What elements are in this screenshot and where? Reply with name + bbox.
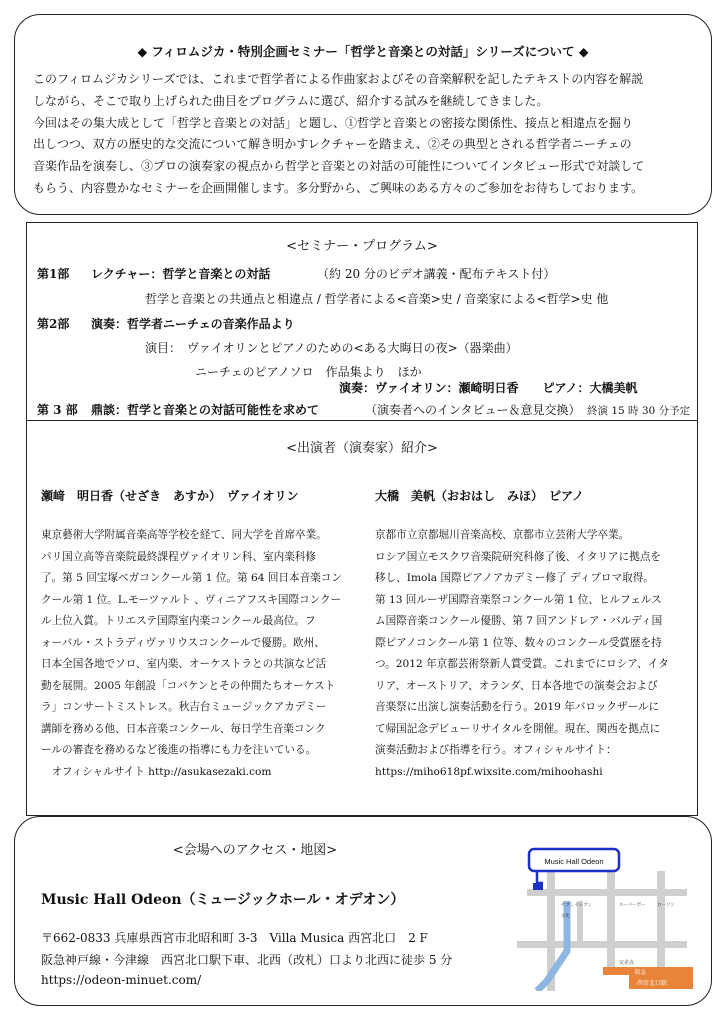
intro-line: しながら、そこで取り上げられた曲目をプログラムに選び、紹介する試みを継続してきました。: [33, 93, 549, 108]
intro-line: 出しつつ、双方の歴史的な交流について解き明かすレクチャーを踏まえ、②その典型とされる哲学者ニーチェの: [33, 137, 632, 152]
venue-url[interactable]: https://odeon-minuet.com/: [41, 973, 202, 987]
part2-detail-2: ニーチェのピアノソロ 作品集より ほか: [195, 365, 422, 379]
part3-label: 第 3 部: [37, 403, 78, 417]
intro-line: このフィロムジカシリーズでは、これまで哲学者による作曲家およびその音楽解釈を記したテキストの内容を解説: [33, 72, 644, 86]
bio-line: 日本全国各地でソロ、室内楽、オーケストラとの共演など活: [41, 658, 327, 670]
bio-line: つ。2012 年京都芸術祭新人賞受賞。これまでにロシア、イタ: [375, 658, 669, 670]
venue-address: 〒662-0833 兵庫県西宮市北昭和町 3-3 Villa Musica 西宮北口 2 F: [41, 931, 428, 945]
intro-title: ◆ フィロムジカ・特別企画セミナー「哲学と音楽との対話」シリーズについて ◆: [137, 44, 589, 59]
venue-name: Music Hall Odeon（ミュージックホール・オデオン）: [41, 892, 405, 908]
bio-line: 動を展開。2005 年創設「コバケンとその仲間たちオーケスト: [41, 679, 336, 692]
bio-line: 京都市立京都堀川音楽高校、京都市立芸術大学卒業。: [375, 529, 630, 541]
part2-label: 第2部: [37, 317, 70, 331]
map-road: [577, 901, 583, 941]
bio-line: ム国際音楽コンクール優勝、第 7 回アンドレア・バルディ国: [375, 615, 663, 627]
part1-title: レクチャー：哲学と音楽との対話: [91, 267, 271, 281]
map-venue-marker: [533, 883, 543, 890]
bio-line: 演奏活動および指導を行う。オフィシャルサイト：: [375, 744, 617, 756]
bio-line: リア、オーストリア、オランダ、日本各地での演奏会および: [375, 679, 658, 692]
bio-line: ロシア国立モスクワ音楽院研究科修了後、イタリアに拠点を: [375, 550, 662, 563]
bio-line: 音楽祭に出演し演奏活動を行う。2019 年バロックザールに: [375, 701, 660, 713]
map-road: [657, 871, 665, 971]
venue-directions: 阪急神戸線・今津線 西宮北口駅下車、北西（改札）口より北西に徒歩 5 分: [41, 953, 453, 967]
violinist-bio: [41, 525, 361, 783]
part3-note: （演奏者へのインタビュー＆意見交換）: [365, 403, 581, 417]
violinist-name: 瀬﨑 明日香（せざき あすか） ヴァイオリン: [41, 489, 299, 503]
intro-text: [33, 69, 693, 200]
map-station-label: 西宮北口駅: [637, 981, 668, 987]
bio-line: オフィシャルサイト http://asukasezaki.com: [41, 765, 272, 778]
map-road: [527, 889, 687, 896]
program-heading: <セミナー・プログラム>: [286, 239, 438, 254]
bio-line: 第 13 回ルーザ国際音楽祭コンクール第 1 位、ヒルフェルス: [375, 593, 662, 606]
map-road: [517, 941, 687, 948]
bio-line: ラ」コンサートミストレス。秋吉台ミュージックアカデミー: [41, 701, 327, 713]
bio-line: 了。第 5 回宝塚ベガコンクール第 1 位。第 64 回日本音楽コン: [41, 572, 342, 584]
map-label: ローソン: [657, 902, 675, 907]
bio-line: 東京藝術大学附属音楽高等学校を経て、同大学を首席卒業。: [41, 529, 327, 541]
intro-line: 今回はその集大成として「哲学と音楽との対話」と題し、①哲学と音楽との密接な関係性、接点と相違点を掘り: [33, 115, 634, 130]
performers-section: [26, 420, 698, 816]
access-section: [14, 816, 712, 1006]
bio-line: ル上位入賞。トリエステ国際室内楽コンクール最高位。フ: [41, 615, 316, 627]
bio-line: 移し、Imola 国際ピアノアカデミー修了 ディプロマ取得。: [375, 572, 654, 584]
map-railway: [603, 967, 693, 975]
map-venue-label: Music Hall Odeon: [544, 857, 604, 866]
map-label: 文化: [561, 913, 570, 918]
performers-heading: <出演者（演奏家）紹介>: [286, 441, 438, 456]
bio-line: 講師を務める他、日本音楽コンクール、毎日学生音楽コンク: [41, 722, 326, 735]
bio-line: 際ピアノコンクール第 1 位等、数々のコンクール受賞歴を持: [375, 636, 662, 649]
access-heading: <会場へのアクセス・地図>: [172, 843, 338, 858]
part3-title: 鼎談：哲学と音楽との対話可能性を求めて: [91, 403, 320, 417]
intro-line: もらう、内容豊かなセミナーを企画開催します。多分野から、ご興味のある方々のご参加をお待ちしております。: [33, 180, 644, 195]
part1-note: （約 20 分のビデオ講義・配布テキスト付）: [317, 267, 556, 281]
map-label: セブンイレブン: [561, 902, 592, 907]
bio-line: ォーバル・ストラディヴァリウスコンクールで優勝。欧州、: [41, 636, 325, 649]
bio-line: ールの審査を務めるなど後進の指導にも力を注いている。: [41, 744, 317, 756]
bio-line: https://miho618pf.wixsite.com/mihoohashi: [375, 765, 603, 778]
part2-title: 演奏：哲学者ニーチェの音楽作品より: [91, 317, 295, 331]
bio-line: クール第 1 位。L.モーツァルト 、ヴィニアフスキ国際コンクー: [41, 593, 342, 606]
part2-detail-1: 演目： ヴァイオリンとピアノのための<ある大晦日の夜>（器楽曲）: [145, 341, 518, 355]
bio-line: パリ国立高等音楽院最終課程ヴァイオリン科、室内楽科修: [41, 550, 317, 563]
map-rail-label: 阪急: [635, 970, 647, 976]
program-section: [26, 222, 698, 420]
end-time: 終演 15 時 30 分予定: [587, 405, 691, 417]
part2-performers: 演奏：ヴァイオリン：瀬崎明日香 ピアノ：大橋美帆: [339, 381, 638, 395]
bio-line: て帰国記念デビューリサイタルを開催。現在、関西を拠点に: [375, 722, 661, 735]
map-label: スーパーボー: [619, 902, 646, 907]
intro-line: 音楽作品を演奏し、③プロの演奏家の視点から哲学と音楽との対話の可能性についてインタビュー形式で対談して: [33, 159, 645, 174]
map-crossing-label: 交差点: [619, 960, 635, 966]
pianist-name: 大橋 美帆（おおはし みほ） ピアノ: [375, 489, 585, 503]
access-map: [507, 831, 693, 991]
pianist-bio: [375, 525, 687, 783]
part1-label: 第1部: [37, 267, 70, 281]
part1-detail: 哲学と音楽との共通点と相違点 / 哲学者による<音楽>史 / 音楽家による<哲学>史 他: [145, 292, 609, 306]
intro-section: [14, 14, 712, 215]
